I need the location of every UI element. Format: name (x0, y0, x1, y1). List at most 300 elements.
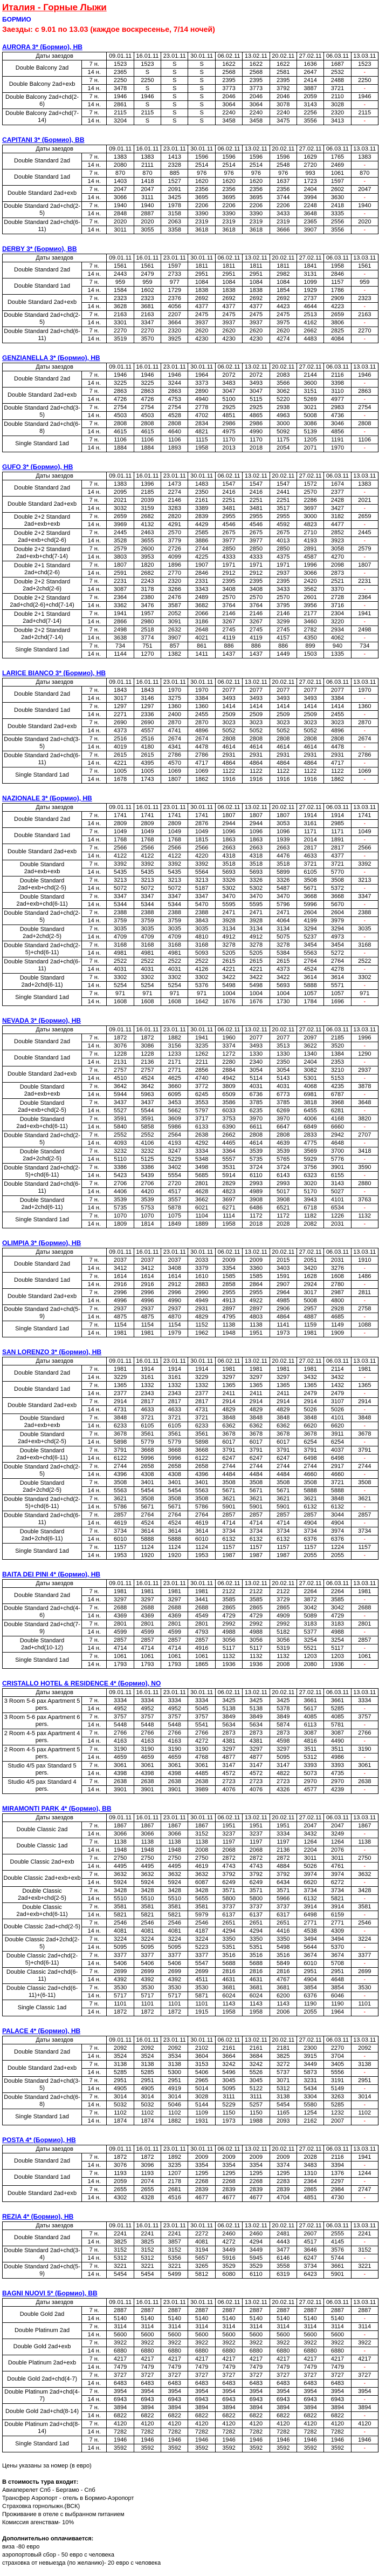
date-cell: 09.01.11 (107, 1026, 134, 1034)
price-cell: 5770 (324, 868, 351, 876)
dates-header-row (3, 2036, 378, 2044)
price-cell: 2353 (324, 1058, 351, 1066)
price-cell: 6483 (188, 2380, 215, 2388)
price-cell: 4510 (107, 1075, 134, 1083)
price-cell: 3854 (297, 1984, 323, 1992)
price-cell: 2161 (188, 497, 215, 505)
hotel-section (2, 135, 379, 234)
price-cell: 1614 (161, 1273, 188, 1281)
price-cell: 2710 (297, 529, 323, 537)
price-cell: 4119 (215, 634, 242, 642)
dates-header-cell: Даты заездов (3, 52, 107, 60)
price-cell: 1138 (161, 1838, 188, 1846)
price-cell: - (351, 2331, 378, 2339)
date-cell: 23.01.11 (161, 1689, 188, 1697)
price-cell: - (351, 1281, 378, 1289)
price-cell: 1376 (324, 2170, 351, 2178)
price-cell: 2241 (107, 2230, 134, 2238)
price-cell: 3648 (351, 1099, 378, 1107)
room-type-cell: Single Standard 1ad (3, 767, 82, 784)
price-cell: 4988 (215, 1628, 242, 1636)
room-row-7n (3, 1066, 378, 1075)
price-cell: 5257 (243, 2101, 270, 2109)
price-cell: 3592 (107, 2444, 134, 2452)
price-cell: 3297 (215, 1745, 242, 1753)
room-row-7n (3, 1745, 378, 1753)
price-cell: 7479 (188, 2363, 215, 2371)
hotel-link[interactable]: MIRAMONTI PARK 4* (Бормио), BB (2, 1805, 112, 1812)
date-cell: 13.02.11 (243, 2145, 270, 2153)
price-cell: 1960 (215, 1034, 242, 1042)
price-cell: 5487 (270, 885, 297, 893)
price-cell: 5254 (161, 982, 188, 990)
hotel-link[interactable]: NAZIONALE 3* (Бормио), HB (2, 794, 92, 802)
date-cell: 30.01.11 (188, 2222, 215, 2230)
price-cell: 3229 (188, 1374, 215, 1382)
price-cell: 5254 (107, 982, 134, 990)
nights-14-cell: 14 н. (82, 2428, 107, 2436)
nights-7-cell: 7 н. (82, 1180, 107, 1188)
nights-14-cell: 14 н. (82, 444, 107, 452)
price-cell: 2475 (215, 311, 242, 319)
date-cell: 13.03.11 (351, 472, 378, 480)
price-cell: 2887 (351, 2307, 378, 2315)
price-cell: 4659 (161, 1753, 188, 1762)
price-cell: S (161, 109, 188, 117)
price-cell: 6323 (297, 1172, 323, 1180)
price-cell: 2092 (161, 2044, 188, 2052)
price-cell: 4977 (324, 396, 351, 404)
room-row-7n (3, 202, 378, 210)
dates-header-cell: Даты заездов (3, 1580, 107, 1588)
price-cell: 3412 (107, 1265, 134, 1273)
price-cell: 2514 (243, 161, 270, 169)
price-cell: 3061 (134, 1762, 161, 1770)
hotel-link[interactable]: SAN LORENZO 3* (Бормио), HB (2, 1348, 102, 1356)
price-cell: 5563 (188, 1487, 215, 1495)
hotel-link[interactable]: BAGNI NUOVI 5* (Бормио), BB (2, 2289, 98, 2297)
price-cell: 3147 (270, 1762, 297, 1770)
price-cell: 3076 (107, 2162, 134, 2170)
nights-7-cell: 7 н. (82, 990, 107, 998)
price-cell: 1383 (107, 480, 134, 488)
price-cell: 2204 (297, 1846, 323, 1854)
nights-14-cell: 14 н. (82, 396, 107, 404)
price-cell: 3922 (243, 2339, 270, 2347)
price-cell: 5406 (161, 1960, 188, 1968)
price-cell: 4223 (324, 303, 351, 311)
price-cell: 4659 (134, 1753, 161, 1762)
room-row-7n (3, 577, 378, 586)
dates-header-row (3, 804, 378, 812)
room-type-cell: Double Standard 2ad+exb (3, 2186, 82, 2202)
price-cell: 4614 (243, 743, 270, 751)
room-row-7n (3, 957, 378, 966)
price-cell: 6200 (270, 1992, 297, 2000)
nights-14-cell: 14 н. (82, 2380, 107, 2388)
price-cell: - (351, 1705, 378, 1713)
price-cell: 2951 (215, 270, 242, 278)
room-row-7n (3, 169, 378, 178)
dates-header-row (3, 1026, 378, 1034)
price-cell: 4704 (270, 2194, 297, 2202)
price-cell: 1191 (324, 436, 351, 444)
price-cell: 3734 (297, 1527, 323, 1535)
price-cell: 2115 (107, 109, 134, 117)
price-cell: 1383 (351, 153, 378, 161)
price-cell: 4864 (215, 759, 242, 767)
nights-7-cell: 7 н. (82, 974, 107, 982)
hotel-link[interactable]: CRISTALLO HOTEL & RESIDENCE 4* (Бормио), NO (2, 1680, 161, 1687)
price-cell: 3111 (134, 194, 161, 202)
price-cell: 1936 (215, 1661, 242, 1669)
price-cell: 3925 (161, 335, 188, 343)
price-cell: 4318 (243, 852, 270, 860)
price-cell: 3493 (215, 695, 242, 703)
hotel-link[interactable]: NEVADA 3* (Бормио), HB (2, 1017, 81, 1024)
price-cell: 3721 (324, 860, 351, 868)
date-cell: 13.02.11 (243, 1814, 270, 1822)
price-cell: 3402 (161, 1164, 188, 1172)
hotel-link[interactable]: GUFO 3* (Бормио), HB (2, 463, 73, 471)
room-row-7n (3, 2404, 378, 2412)
price-cell: 3581 (134, 1903, 161, 1911)
price-cell: 4904 (324, 1519, 351, 1527)
price-cell: 2891 (297, 545, 323, 553)
date-cell: 06.02.11 (215, 1689, 242, 1697)
nights-7-cell: 7 н. (82, 844, 107, 852)
price-cell: 1946 (134, 93, 161, 101)
price-cell: 4291 (161, 521, 188, 529)
price-cell: 4810 (188, 933, 215, 941)
price-cell: 3508 (243, 1479, 270, 1487)
price-cell: 977 (161, 278, 188, 287)
hotel-link[interactable]: POSTA 4* (Бормио), HB (2, 2136, 76, 2144)
price-cell: 5272 (324, 949, 351, 957)
price-cell: 3757 (351, 1713, 378, 1721)
price-cell: 5563 (297, 949, 323, 957)
date-cell: 20.02.11 (270, 145, 297, 153)
price-cell: 5499 (161, 2271, 188, 2279)
price-cell: 3146 (134, 695, 161, 703)
nights-14-cell: 14 н. (82, 537, 107, 545)
price-cell: 5898 (188, 1438, 215, 1446)
room-type-cell: Double Classic 2ad+exb+exb (3, 1871, 82, 1887)
nights-14-cell: 14 н. (82, 1172, 107, 1180)
price-cell: 5205 (243, 949, 270, 957)
price-cell: 3299 (270, 618, 297, 626)
price-cell: 1981 (188, 1588, 215, 1596)
price-cell: 5580 (297, 2101, 323, 2109)
price-cell: 3334 (107, 1697, 134, 1705)
price-cell: 1743 (134, 776, 161, 784)
price-cell: 2817 (161, 1398, 188, 1406)
price-cell: 5344 (107, 901, 134, 909)
price-cell: 4377 (215, 303, 242, 311)
nights-7-cell: 7 н. (82, 1463, 107, 1471)
price-cell: 4217 (351, 2355, 378, 2363)
date-cell: 27.02.11 (297, 1026, 323, 1034)
price-cell: 3907 (297, 226, 323, 234)
date-cell: 27.02.11 (297, 678, 323, 687)
price-cell: 1061 (351, 1653, 378, 1661)
price-cell: 2620 (270, 327, 297, 335)
price-cell: 3756 (297, 1164, 323, 1172)
price-cell: 4302 (107, 2194, 134, 2202)
price-cell: 1486 (351, 1273, 378, 1281)
price-cell: 6880 (161, 2347, 188, 2355)
price-cell: 2887 (188, 2307, 215, 2315)
hotel-link[interactable]: OLIMPIA 3* (Бормио), HB (2, 1239, 81, 1247)
price-cell: 3114 (107, 2323, 134, 2331)
price-cell: 1981 (107, 1329, 134, 1337)
price-cell: 2546 (107, 1919, 134, 1927)
room-type-cell: Double Gold 2ad+chd(8-14) (3, 2404, 82, 2420)
price-cell: 2857 (297, 1511, 323, 1519)
price-cell: 2600 (134, 545, 161, 553)
price-cell: 1340 (297, 1050, 323, 1058)
price-cell: 1154 (134, 1321, 161, 1329)
price-cell: 4465 (215, 1139, 242, 1147)
price-cell: 4120 (134, 2420, 161, 2428)
nights-7-cell: 7 н. (82, 1196, 107, 1204)
price-cell: 1069 (161, 767, 188, 776)
hotel-link[interactable]: AURORA 3* (Бормио), HB (2, 43, 82, 51)
price-cell: 4187 (188, 1927, 215, 1935)
price-cell: 4101 (324, 1414, 351, 1422)
price-cell: 4731 (107, 1406, 134, 1414)
price-cell: 3724 (243, 1164, 270, 1172)
price-cell: 1383 (107, 153, 134, 161)
hotel-link[interactable]: PALACE 4* (Бормио), HB (2, 2027, 81, 2035)
price-cell: 2914 (215, 1398, 242, 1406)
price-cell: 6660 (324, 1123, 351, 1131)
price-cell: 6233 (107, 1422, 134, 1430)
price-cell: 3569 (297, 1147, 323, 1156)
price-cell: 2077 (270, 687, 297, 695)
price-cell: - (351, 917, 378, 925)
price-cell: 1946 (351, 93, 378, 101)
price-cell: 734 (107, 642, 134, 650)
price-cell: 4803 (243, 1313, 270, 1321)
price-cell: 1224 (324, 1544, 351, 1552)
room-row-7n (3, 1636, 378, 1644)
price-cell: 1807 (107, 561, 134, 569)
price-cell: 2020 (107, 218, 134, 226)
price-cell: - (351, 998, 378, 1006)
price-cell: 2268 (215, 2178, 242, 2186)
price-cell: 2280 (215, 1058, 242, 1066)
price-cell: 2801 (188, 1180, 215, 1188)
price-cell: 4021 (188, 634, 215, 642)
hotel-link[interactable]: GENZIANELLA 3* (Бормио), HB (2, 354, 100, 362)
nights-14-cell: 14 н. (82, 1927, 107, 1935)
nights-7-cell: 7 н. (82, 561, 107, 569)
date-cell: 13.03.11 (351, 254, 378, 262)
price-cell: 4101 (324, 1196, 351, 1204)
price-cell: 1365 (351, 1382, 378, 1390)
price-cell: 3727 (188, 2371, 215, 2380)
room-row-7n (3, 1778, 378, 1786)
hotel-link[interactable]: CAPITANI 3* (Бормио), BB (2, 136, 85, 144)
price-cell: 2865 (270, 1604, 297, 1612)
price-cell: 2850 (243, 545, 270, 553)
price-cell: 2546 (351, 1919, 378, 1927)
room-type-cell: Double Standard 2ad+exb+chd(2-5) (3, 1430, 82, 1446)
date-cell: 06.02.11 (215, 1026, 242, 1034)
hotel-link[interactable]: DERBY 3* (Бормио), BB (2, 245, 77, 253)
price-cell: 3954 (188, 2388, 215, 2396)
price-cell: 3347 (188, 893, 215, 901)
price-cell: 3418 (351, 1147, 378, 1156)
price-cell: 1157 (243, 1544, 270, 1552)
price-cell: 3695 (215, 194, 242, 202)
price-cell: 1132 (351, 1212, 378, 1220)
price-cell: 3354 (215, 1265, 242, 1273)
price-cell: 2414 (297, 77, 323, 85)
nights-7-cell: 7 н. (82, 420, 107, 428)
price-cell: 1970 (351, 687, 378, 695)
price-cell: 2931 (324, 751, 351, 759)
room-type-cell: Double Standard 2ad+2chd(6-11) (3, 1527, 82, 1544)
price-cell: 3878 (351, 1083, 378, 1091)
price-cell: 3901 (107, 1786, 134, 1794)
date-cell: 20.02.11 (270, 472, 297, 480)
price-cell: 1264 (324, 1838, 351, 1846)
price-cell: 1872 (107, 1034, 134, 1042)
price-cell: 1916 (243, 776, 270, 784)
price-cell: 3042 (324, 1604, 351, 1612)
price-cell: 6787 (324, 1091, 351, 1099)
price-cell: 3182 (324, 513, 351, 521)
price-cell: 3519 (107, 335, 134, 343)
price-cell: 1914 (297, 812, 323, 820)
price-cell: 4717 (188, 759, 215, 767)
price-cell: 5312 (297, 1753, 323, 1762)
price-cell: - (351, 1612, 378, 1620)
price-cell: 2782 (297, 626, 323, 634)
hotel-link[interactable]: REZIA 4* (Бормио), HB (2, 2213, 74, 2220)
price-cell: 1295 (215, 2170, 242, 2178)
price-cell: 1561 (351, 262, 378, 270)
price-cell: 5812 (188, 2271, 215, 2279)
nights-14-cell: 14 н. (82, 998, 107, 1006)
nights-14-cell: 14 н. (82, 1220, 107, 1228)
price-cell: 2848 (107, 210, 134, 218)
room-row-7n (3, 295, 378, 303)
price-cell: 3585 (324, 1596, 351, 1604)
price-cell: 4709 (107, 933, 134, 941)
hotel-link[interactable]: LARICE BIANCO 3* (Бормио), HB (2, 669, 106, 677)
price-cell: 2460 (243, 2230, 270, 2238)
price-cell: 3621 (351, 1495, 378, 1503)
price-cell: 5046 (161, 2101, 188, 2109)
price-cell: 2331 (188, 577, 215, 586)
price-cell: S (188, 60, 215, 69)
room-type-cell: Double Standard 2ad+chd(10-12) (3, 1636, 82, 1653)
price-cell: 2638 (134, 1778, 161, 1786)
price-cell: 3642 (107, 1083, 134, 1091)
price-cell: 2817 (188, 1398, 215, 1406)
price-cell: 3791 (351, 1446, 378, 1454)
room-row-7n (3, 1289, 378, 1297)
date-cell: 09.01.11 (107, 1248, 134, 1256)
room-type-cell: Double Standard 2ad+2chd(2-5) (3, 1147, 82, 1164)
price-cell: 1807 (270, 812, 297, 820)
price-cell: 2808 (161, 420, 188, 428)
price-cell: 1122 (215, 767, 242, 776)
price-cell: 2163 (107, 311, 134, 319)
price-cell: 2659 (107, 513, 134, 521)
date-cell: 27.02.11 (297, 2036, 323, 2044)
price-cell: 3347 (134, 319, 161, 327)
dates-header-row (3, 2299, 378, 2307)
price-cell: 2750 (188, 1854, 215, 1863)
price-cell: 3785 (243, 1099, 270, 1107)
date-cell: 06.03.11 (324, 1357, 351, 1365)
date-cell: 27.02.11 (297, 804, 323, 812)
price-cell: S (134, 117, 161, 125)
price-cell: 4677 (188, 2194, 215, 2202)
price-cell: 4823 (215, 1188, 242, 1196)
room-row-7n (3, 1588, 378, 1596)
price-cell: 3721 (161, 1414, 188, 1422)
hotel-link[interactable]: BAITA DEI PINI 4* (Бормио), HB (2, 1571, 101, 1578)
price-cell: 1262 (188, 1050, 215, 1058)
price-cell: 1384 (324, 1050, 351, 1058)
price-cell: 6943 (215, 2396, 242, 2404)
price-cell: 4996 (134, 1297, 161, 1305)
nights-14-cell: 14 н. (82, 2178, 107, 2186)
price-cell: 2766 (188, 1729, 215, 1737)
price-cell: 1786 (324, 287, 351, 295)
price-cell: 4006 (297, 1115, 323, 1123)
date-cell: 13.03.11 (351, 2036, 378, 2044)
price-cell: 2122 (243, 1588, 270, 1596)
price-cell: 4864 (270, 759, 297, 767)
nights-14-cell: 14 н. (82, 1075, 107, 1083)
room-type-cell: Double Platinum 2ad+exb (3, 2355, 82, 2371)
price-cell: 2632 (161, 626, 188, 634)
room-type-cell: Double Standard 2ad+chd(7-9) (3, 1620, 82, 1636)
price-cell: 2955 (215, 1289, 242, 1297)
price-cell: 4221 (215, 966, 242, 974)
price-cell: 3994 (297, 194, 323, 202)
price-cell: 3493 (243, 1042, 270, 1050)
date-cell: 30.01.11 (188, 254, 215, 262)
room-row-7n (3, 1365, 378, 1374)
price-cell: 3508 (161, 1495, 188, 1503)
price-cell: 3493 (297, 695, 323, 703)
room-type-cell: Double Gold 2ad+chd(4-7) (3, 2371, 82, 2388)
nights-14-cell: 14 н. (82, 1265, 107, 1273)
price-cell: - (351, 2347, 378, 2355)
room-type-cell: Studio 4/5 pax Standard 5 pers. (3, 1762, 82, 1778)
price-cell: 3247 (161, 1147, 188, 1156)
price-cell: 3158 (161, 210, 188, 218)
price-cell: 3757 (161, 1713, 188, 1721)
price-cell: 4942 (215, 1075, 242, 1083)
price-cell: 1768 (134, 836, 161, 844)
price-cell: 5821 (107, 1911, 134, 1919)
room-type-cell: Single Standard 1ad (3, 2109, 82, 2125)
price-cell: 1197 (243, 1838, 270, 1846)
price-cell: 3539 (270, 1147, 297, 1156)
price-table (2, 2036, 378, 2125)
price-cell: 5045 (188, 1705, 215, 1713)
price-cell: 1946 (351, 2436, 378, 2444)
price-cell: 4851 (297, 2194, 323, 2202)
